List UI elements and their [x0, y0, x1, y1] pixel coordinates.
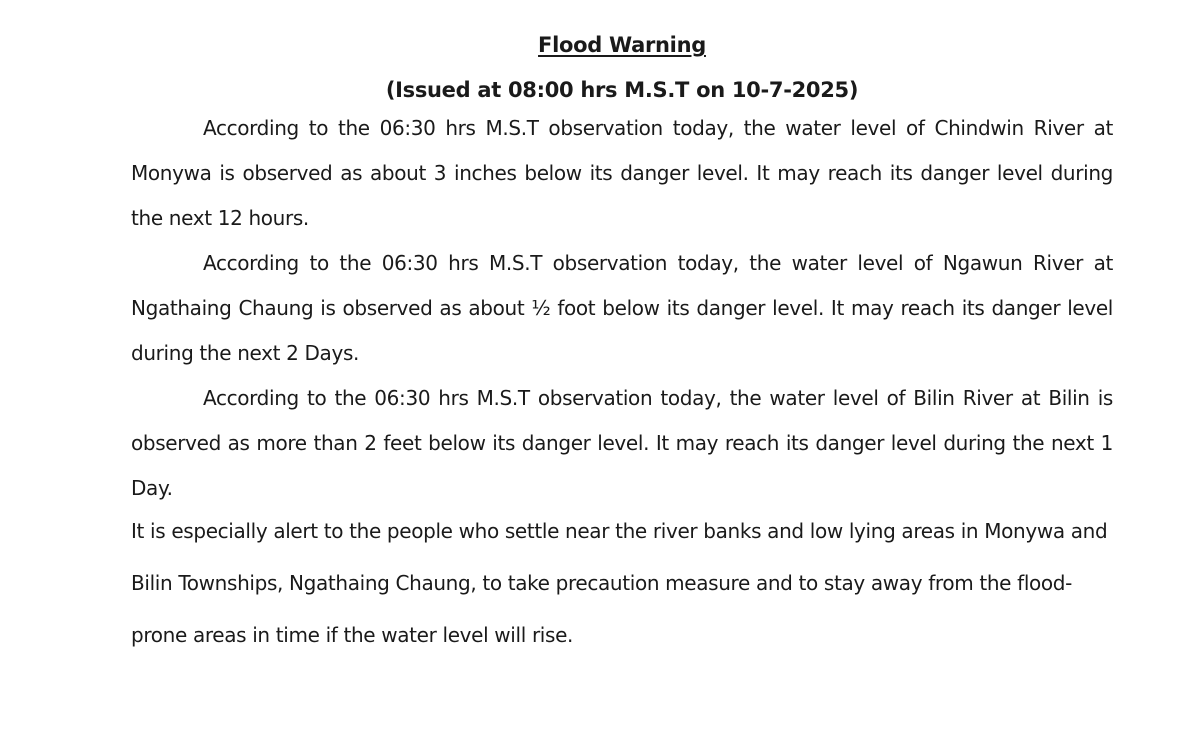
paragraph-bilin: According to the 06:30 hrs M.S.T observation today, the water level of Bilin River at Bilin is observed as more than 2 feet below its danger level. It may reach its danger level during the next 1 Day. [131, 386, 1113, 500]
document-title: Flood Warning [538, 33, 706, 57]
closing-alert: It is especially alert to the people who settle near the river banks and low lying areas in Monywa and Bilin Townships, Ngathaing Chaung, to take precaution measure and to stay away from the flood-prone areas in time if the water level will rise. [131, 519, 1108, 647]
paragraph-ngawun: According to the 06:30 hrs M.S.T observation today, the water level of Ngawun River at Ngathaing Chaung is observed as about ½ foot below its danger level. It may reach its danger level during the next 2 Days. [131, 251, 1113, 365]
paragraph-chindwin: According to the 06:30 hrs M.S.T observation today, the water level of Chindwin River at Monywa is observed as about 3 inches below its danger level. It may reach its danger level during the next 12 hours. [131, 116, 1113, 230]
issued-time: (Issued at 08:00 hrs M.S.T on 10-7-2025) [385, 78, 859, 102]
flood-warning-document [131, 28, 1113, 661]
